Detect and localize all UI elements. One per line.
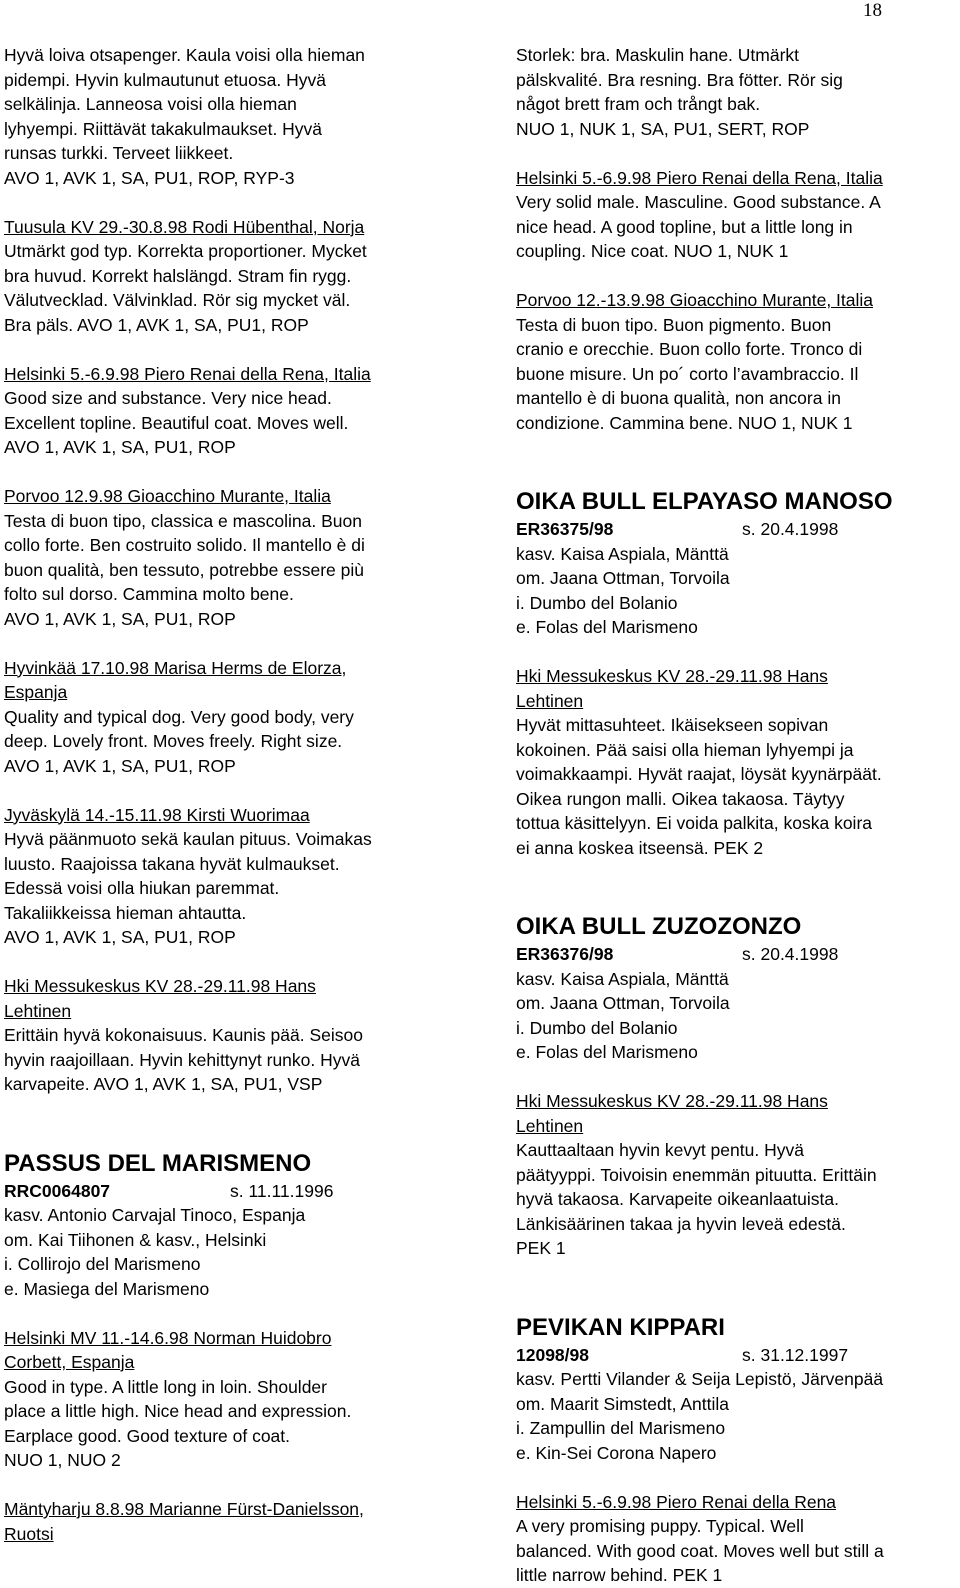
show-heading-text: Hki Messukeskus KV 28.-29.11.98 Hans — [4, 976, 316, 996]
registration-line — [4, 1179, 472, 1204]
text-line: om. Kai Tiihonen & kasv., Helsinki — [4, 1229, 267, 1250]
text-line: AVO 1, AVK 1, SA, PU1, ROP, RYP-3 — [4, 167, 295, 188]
page-number: 18 — [863, 0, 882, 21]
text-line: AVO 1, AVK 1, SA, PU1, ROP — [4, 608, 236, 629]
text-line: mantello è di buona qualità, non ancora in — [516, 388, 841, 408]
show-heading-text: Lehtinen — [516, 690, 584, 711]
dog-name: OIKA BULL ELPAYASO MANOSO — [516, 488, 893, 515]
show-heading-text: Lehtinen — [4, 1000, 72, 1021]
text-line: Erittäin hyvä kokonaisuus. Kaunis pää. Seisoo — [4, 1025, 363, 1045]
spacer — [4, 1097, 472, 1146]
spacer — [4, 337, 472, 362]
text-line: bra huvud. Korrekt halslängd. Stram fin rygg. — [4, 265, 352, 286]
text-line: päätyyppi. Toivoisin enemmän pituutta. Erittäin — [516, 1164, 877, 1185]
show-heading-text: Helsinki 5.-6.9.98 Piero Renai della Rena, Italia — [4, 363, 371, 384]
text-line: Hyvä päänmuoto sekä kaulan pituus. Voimakas — [4, 829, 372, 849]
birth-date: s. 20.4.1998 — [742, 519, 839, 539]
show-heading-text: Hyvinkää 17.10.98 Marisa Herms de Elorza, — [4, 657, 347, 678]
show-heading — [4, 1497, 472, 1522]
dog-name: OIKA BULL ZUZOZONZO — [516, 913, 802, 940]
registration-line — [516, 1343, 960, 1368]
text-line: Hyvät mittasuhteet. Ikäisekseen sopivan — [516, 715, 829, 735]
registration-number: ER36375/98 — [516, 519, 614, 539]
text-line: Storlek: bra. Maskulin hane. Utmärkt — [516, 45, 800, 65]
text-line: PEK 1 — [516, 1238, 566, 1258]
text-line: runsas turkki. Terveet liikkeet. — [4, 143, 234, 163]
show-heading-text: Lehtinen — [516, 1115, 584, 1136]
show-heading — [4, 1326, 472, 1351]
text-line: kokoinen. Pää saisi olla hieman lyhyempi ja — [516, 739, 854, 760]
text-line: pälskvalité. Bra resning. Bra fötter. Rör sig — [516, 69, 843, 90]
text-line: om. Maarit Simstedt, Anttila — [516, 1393, 729, 1414]
show-heading — [4, 484, 472, 509]
spacer — [4, 1301, 472, 1326]
text-line: e. Folas del Marismeno — [516, 1042, 698, 1062]
show-heading — [516, 689, 960, 714]
show-heading — [516, 1490, 960, 1515]
text-line: e. Folas del Marismeno — [516, 617, 698, 637]
show-heading — [4, 680, 472, 705]
text-line: AVO 1, AVK 1, SA, PU1, ROP — [4, 755, 236, 776]
text-line: om. Jaana Ottman, Torvoila — [516, 993, 730, 1013]
text-line: i. Dumbo del Bolanio — [516, 592, 678, 613]
show-heading — [516, 1089, 960, 1114]
text-line: tottua käsittelyyn. Ei voida palkita, koska koira — [516, 813, 873, 833]
spacer — [4, 631, 472, 656]
text-line: Earplace good. Good texture of coat. — [4, 1425, 291, 1446]
text-line: Testa di buon tipo, classica e mascolina. Buon — [4, 510, 362, 531]
show-heading-text: Corbett, Espanja — [4, 1352, 135, 1372]
show-heading-text: Helsinki MV 11.-14.6.98 Norman Huidobro — [4, 1327, 332, 1348]
birth-date: s. 20.4.1998 — [742, 944, 839, 964]
show-heading-text: Helsinki 5.-6.9.98 Piero Renai della Rena — [516, 1491, 837, 1512]
registration-number: ER36376/98 — [516, 944, 614, 964]
show-heading — [4, 803, 472, 828]
text-line: folto sul dorso. Cammina molto bene. — [4, 584, 294, 604]
dog-name: PEVIKAN KIPPARI — [516, 1313, 725, 1341]
text-line: hyvä takaosa. Karvapeite oikeanlaatuista. — [516, 1189, 839, 1209]
text-line: i. Dumbo del Bolanio — [516, 1017, 678, 1038]
dog-name: PASSUS DEL MARISMENO — [4, 1149, 312, 1177]
text-line: Hyvä loiva otsapenger. Kaula voisi olla hieman — [4, 45, 365, 65]
show-heading-text: Ruotsi — [4, 1523, 54, 1544]
text-line: place a little high. Nice head and expression. — [4, 1401, 352, 1421]
show-heading — [4, 999, 472, 1024]
spacer — [516, 640, 960, 665]
text-line: Edessä voisi olla hiukan paremmat. — [4, 878, 280, 898]
spacer — [516, 1465, 960, 1490]
text-line: lyhyempi. Riittävät takakulmaukset. Hyvä — [4, 118, 323, 139]
text-line: Quality and typical dog. Very good body, very — [4, 706, 354, 727]
text-line: Good in type. A little long in loin. Shoulder — [4, 1376, 327, 1397]
text-line: kasv. Kaisa Aspiala, Mänttä — [516, 543, 729, 564]
text-line: e. Kin-Sei Corona Napero — [516, 1442, 717, 1463]
text-line: Utmärkt god typ. Korrekta proportioner. Mycket — [4, 241, 367, 261]
text-line: i. Collirojo del Marismeno — [4, 1254, 201, 1274]
spacer — [516, 1065, 960, 1090]
text-line: cranio e orecchie. Buon collo forte. Tronco di — [516, 339, 863, 359]
text-line: Good size and substance. Very nice head. — [4, 388, 332, 408]
text-line: AVO 1, AVK 1, SA, PU1, ROP — [4, 927, 236, 947]
text-line: condizione. Cammina bene. NUO 1, NUK 1 — [516, 412, 853, 433]
text-line: selkälinja. Lanneosa voisi olla hieman — [4, 94, 297, 114]
right-column — [516, 43, 960, 1588]
text-line: NUO 1, NUK 1, SA, PU1, SERT, ROP — [516, 118, 810, 139]
show-heading — [4, 656, 472, 681]
show-heading — [4, 362, 472, 387]
text-line: i. Zampullin del Marismeno — [516, 1418, 726, 1438]
show-heading — [4, 215, 472, 240]
spacer — [516, 141, 960, 166]
registration-line — [516, 942, 960, 967]
spacer — [516, 1261, 960, 1310]
spacer — [516, 264, 960, 289]
spacer — [4, 190, 472, 215]
spacer — [4, 950, 472, 975]
spacer — [4, 1473, 472, 1498]
text-line: om. Jaana Ottman, Torvoila — [516, 568, 730, 588]
show-heading-text: Jyväskylä 14.-15.11.98 Kirsti Wuorimaa — [4, 804, 310, 825]
spacer — [4, 778, 472, 803]
text-line: Very solid male. Masculine. Good substance. A — [516, 192, 881, 212]
spacer — [516, 435, 960, 484]
text-line: karvapeite. AVO 1, AVK 1, SA, PU1, VSP — [4, 1074, 323, 1094]
show-heading-text: Espanja — [4, 682, 68, 702]
text-line: kasv. Antonio Carvajal Tinoco, Espanja — [4, 1205, 306, 1225]
birth-date: s. 31.12.1997 — [742, 1344, 849, 1365]
registration-number: 12098/98 — [516, 1344, 589, 1365]
text-line: Bra päls. AVO 1, AVK 1, SA, PU1, ROP — [4, 314, 309, 335]
birth-date: s. 11.11.1996 — [230, 1180, 334, 1201]
text-line: kasv. Pertti Vilander & Seija Lepistö, Järvenpää — [516, 1369, 884, 1389]
text-line: pidempi. Hyvin kulmautunut etuosa. Hyvä — [4, 69, 326, 90]
text-line: A very promising puppy. Typical. Well — [516, 1516, 804, 1536]
text-line: Kauttaaltaan hyvin kevyt pentu. Hyvä — [516, 1140, 804, 1160]
text-line: coupling. Nice coat. NUO 1, NUK 1 — [516, 241, 789, 261]
text-line: nice head. A good topline, but a little long in — [516, 216, 853, 237]
left-column — [4, 43, 472, 1546]
text-line: AVO 1, AVK 1, SA, PU1, ROP — [4, 437, 236, 457]
text-line: Välutvecklad. Välvinklad. Rör sig mycket väl. — [4, 290, 351, 310]
show-heading-text: Mäntyharju 8.8.98 Marianne Fürst-Danielsson, — [4, 1499, 364, 1519]
show-heading — [516, 166, 960, 191]
text-line: voimakkaampi. Hyvät raajat, löysät kyynärpäät. — [516, 764, 882, 784]
show-heading-text: Tuusula KV 29.-30.8.98 Rodi Hübenthal, Norja — [4, 216, 365, 237]
spacer — [516, 860, 960, 909]
show-heading — [516, 288, 960, 313]
text-line: Excellent topline. Beautiful coat. Moves well. — [4, 412, 349, 433]
show-heading — [516, 1114, 960, 1139]
show-heading-text: Porvoo 12.9.98 Gioacchino Murante, Italia — [4, 486, 331, 506]
text-line: kasv. Kaisa Aspiala, Mänttä — [516, 968, 729, 989]
text-line: Takaliikkeissa hieman ahtautta. — [4, 902, 247, 923]
show-heading-text: Helsinki 5.-6.9.98 Piero Renai della Rena, Italia — [516, 167, 883, 188]
text-line: hyvin raajoillaan. Hyvin kehittynyt runko. Hyvä — [4, 1049, 360, 1070]
text-line: buone misure. Un po´ corto l’avambraccio. Il — [516, 363, 859, 384]
show-heading — [4, 1350, 472, 1375]
show-heading — [4, 1522, 472, 1547]
text-line: deep. Lovely front. Moves freely. Right size. — [4, 731, 343, 751]
text-line: ei anna koskea itseensä. PEK 2 — [516, 837, 764, 858]
registration-line — [516, 517, 960, 542]
registration-number: RRC0064807 — [4, 1180, 111, 1201]
text-line: collo forte. Ben costruito solido. Il mantello è di — [4, 535, 365, 555]
show-heading — [4, 974, 472, 999]
show-heading-text: Porvoo 12.-13.9.98 Gioacchino Murante, Italia — [516, 290, 874, 310]
text-line: Länkisäärinen takaa ja hyvin leveä edestä. — [516, 1213, 846, 1234]
text-line: NUO 1, NUO 2 — [4, 1450, 121, 1470]
text-line: Oikea rungon malli. Oikea takaosa. Täytyy — [516, 788, 845, 809]
show-heading — [516, 664, 960, 689]
text-line: little narrow behind. PEK 1 — [516, 1565, 723, 1585]
text-line: luusto. Raajoissa takana hyvät kulmaukset. — [4, 853, 340, 874]
show-heading-text: Hki Messukeskus KV 28.-29.11.98 Hans — [516, 666, 828, 686]
text-line: något brett fram och trångt bak. — [516, 94, 761, 114]
show-heading-text: Hki Messukeskus KV 28.-29.11.98 Hans — [516, 1091, 828, 1111]
text-line: e. Masiega del Marismeno — [4, 1278, 210, 1299]
text-line: balanced. With good coat. Moves well but still a — [516, 1540, 884, 1561]
text-line: buon qualità, ben tessuto, potrebbe essere più — [4, 559, 364, 580]
spacer — [4, 460, 472, 485]
text-line: Testa di buon tipo. Buon pigmento. Buon — [516, 314, 832, 335]
